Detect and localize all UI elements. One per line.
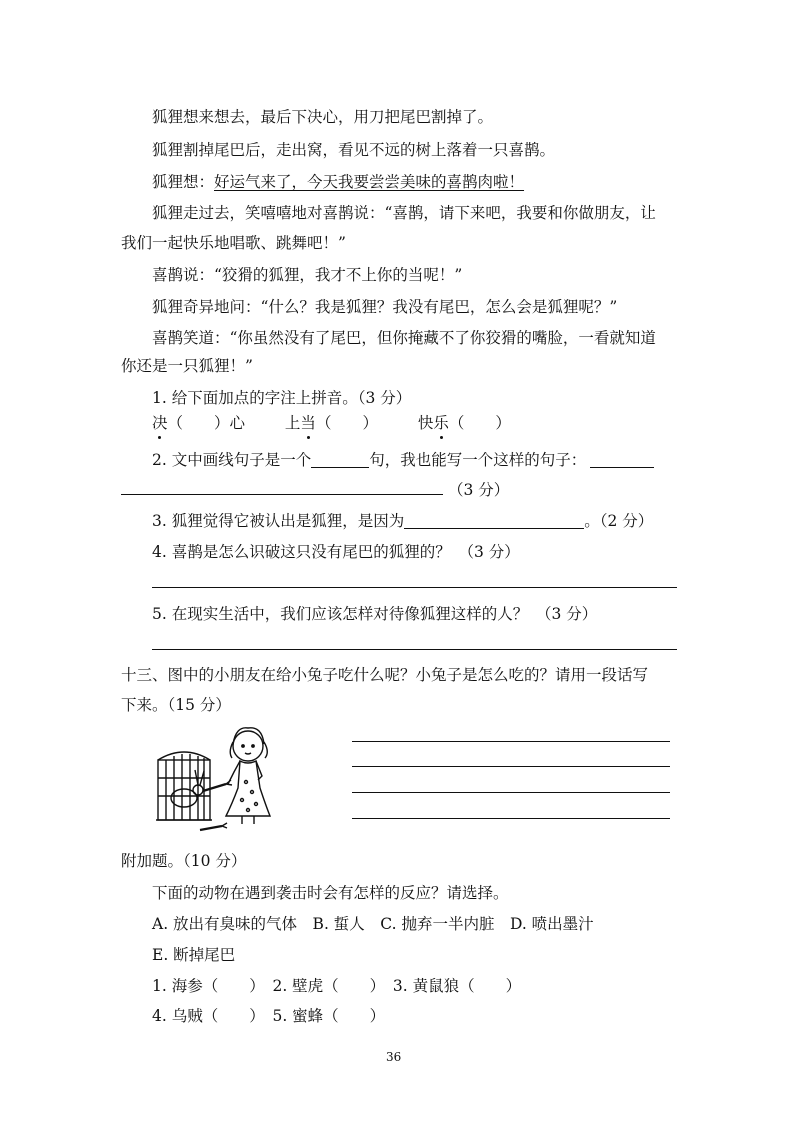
story-paragraph-3 <box>152 172 524 192</box>
q2-blank-sentence-start[interactable] <box>590 451 654 468</box>
question-3-part-2: 。（2 分） <box>584 512 654 530</box>
question-3-part-1: 3. 狐狸觉得它被认出是狐狸，是因为 <box>152 512 405 530</box>
girl-feeding-rabbit-illustration <box>148 718 278 836</box>
section-13-answer-line-2[interactable] <box>352 766 670 767</box>
q1-item-a-blank[interactable]: （ ）心 <box>167 414 246 432</box>
section-13-answer-line-3[interactable] <box>352 792 670 793</box>
story-paragraph-7-line-2: 你还是一只狐狸！” <box>121 357 253 375</box>
question-2 <box>152 450 654 470</box>
dotted-char-dang: 当 <box>300 414 316 432</box>
question-1-items <box>152 413 511 433</box>
bonus-title: 附加题。（10 分） <box>121 852 247 870</box>
bonus-items-line-2[interactable]: 4. 乌贼（ ） 5. 蜜蜂（ ） <box>152 1007 386 1025</box>
question-2-score: （3 分） <box>448 481 510 499</box>
page-number: 36 <box>386 1050 402 1064</box>
story-paragraph-3-prefix: 狐狸想： <box>152 173 215 191</box>
story-paragraph-7-line-1: 喜鹊笑道：“你虽然没有了尾巴，但你掩藏不了你狡猾的嘴脸，一看就知道 <box>152 329 656 347</box>
section-13-line-1: 十三、图中的小朋友在给小兔子吃什么呢？小兔子是怎么吃的？请用一段话写 <box>121 666 649 684</box>
dotted-char-le: 乐 <box>433 414 449 432</box>
bonus-items-line-1[interactable]: 1. 海参（ ） 2. 壁虎（ ） 3. 黄鼠狼（ ） <box>152 977 522 995</box>
story-paragraph-4-line-2: 我们一起快乐地唱歌、跳舞吧！” <box>121 234 346 252</box>
question-1: 1. 给下面加点的字注上拼音。（3 分） <box>152 389 412 407</box>
bonus-options-line-1: A. 放出有臭味的气体 B. 蜇人 C. 抛弃一半内脏 D. 喷出墨汁 <box>152 915 594 933</box>
underlined-sentence: 好运气来了，今天我要尝尝美味的喜鹊肉啦！ <box>214 173 525 191</box>
bonus-options-line-2: E. 断掉尾巴 <box>152 946 236 964</box>
q3-answer-blank[interactable] <box>404 512 584 529</box>
bonus-intro: 下面的动物在遇到袭击时会有怎样的反应？请选择。 <box>152 884 509 902</box>
q1-item-b-before: 上 <box>284 414 301 432</box>
q2-blank-sentence-type[interactable] <box>311 451 369 468</box>
q1-item-b-blank[interactable]: （ ） <box>315 414 378 432</box>
section-13-line-2: 下来。（15 分） <box>121 696 231 714</box>
section-13-answer-line-4[interactable] <box>352 818 670 819</box>
q1-item-c-blank[interactable]: （ ） <box>448 414 511 432</box>
question-2-part-2: 句，我也能写一个这样的句子： <box>369 451 587 469</box>
story-paragraph-6: 狐狸奇异地问：“什么？我是狐狸？我没有尾巴，怎么会是狐狸呢？” <box>152 298 618 316</box>
story-paragraph-1: 狐狸想来想去，最后下决心，用刀把尾巴割掉了。 <box>152 108 494 126</box>
q4-answer-line[interactable] <box>152 587 677 588</box>
question-2-part-1: 2. 文中画线句子是一个 <box>152 451 312 469</box>
q2-answer-line[interactable] <box>121 494 443 495</box>
question-4: 4. 喜鹊是怎么识破这只没有尾巴的狐狸的？ （3 分） <box>152 543 520 561</box>
story-paragraph-2: 狐狸割掉尾巴后，走出窝，看见不远的树上落着一只喜鹊。 <box>152 141 556 159</box>
story-paragraph-4-line-1: 狐狸走过去，笑嘻嘻地对喜鹊说：“喜鹊，请下来吧，我要和你做朋友，让 <box>152 204 656 222</box>
question-5: 5. 在现实生活中，我们应该怎样对待像狐狸这样的人？ （3 分） <box>152 605 598 623</box>
story-paragraph-5: 喜鹊说：“狡猾的狐狸，我才不上你的当呢！” <box>152 266 463 284</box>
q5-answer-line[interactable] <box>152 649 677 650</box>
q1-item-c-before: 快 <box>417 414 434 432</box>
question-3 <box>152 511 653 531</box>
dotted-char-jue: 决 <box>152 414 168 432</box>
section-13-answer-line-1[interactable] <box>352 741 670 742</box>
